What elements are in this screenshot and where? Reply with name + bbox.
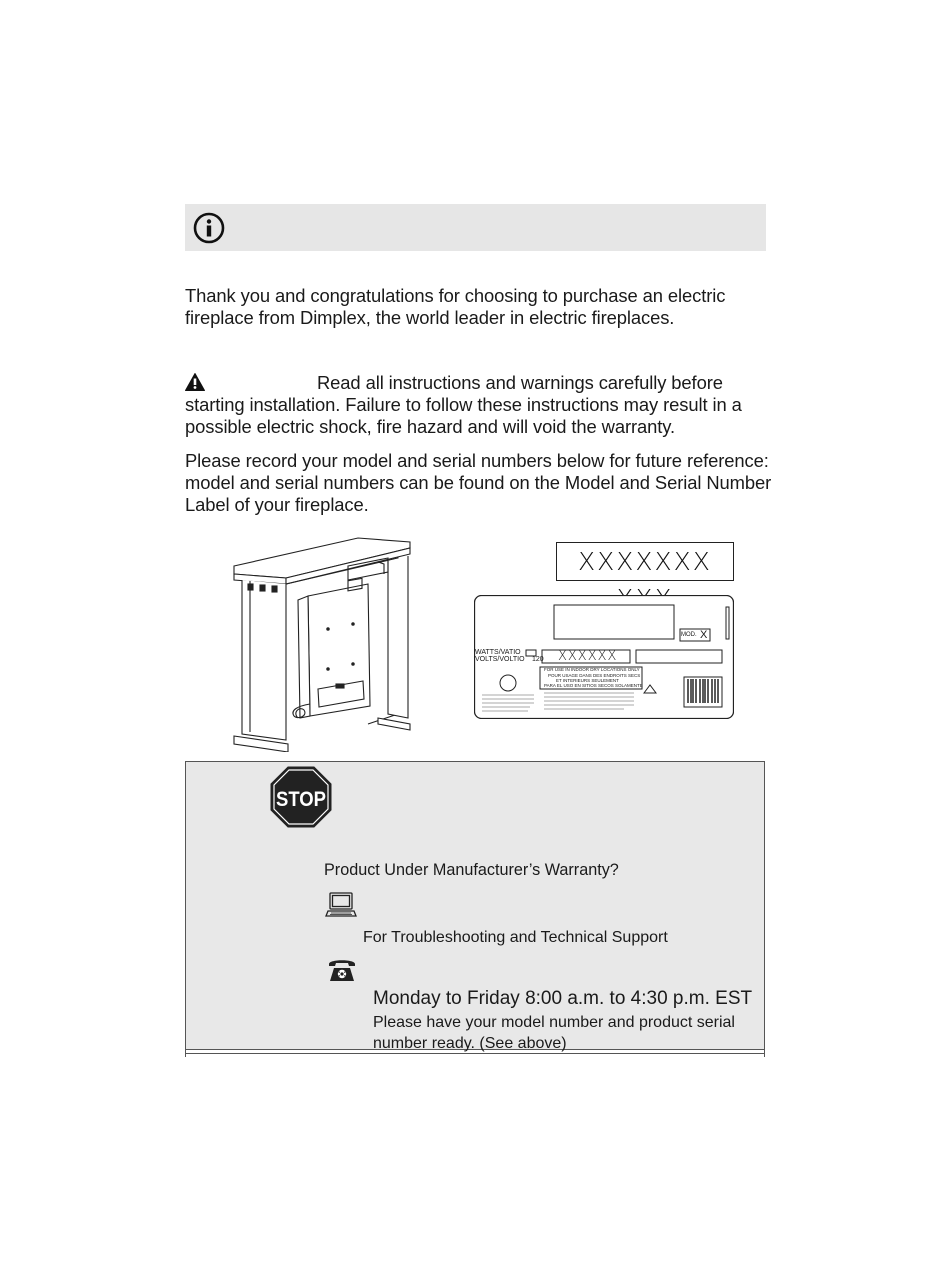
warranty-question: Product Under Manufacturer’s Warranty?	[324, 861, 619, 879]
volts-value: 120	[532, 656, 544, 663]
laptop-icon	[325, 891, 357, 919]
warning-text-line1: Read all instructions and warnings carefully before	[317, 372, 723, 393]
troubleshooting-text: For Troubleshooting and Technical Support	[363, 929, 668, 946]
support-hours: Monday to Friday 8:00 a.m. to 4:30 p.m. EST	[373, 988, 753, 1009]
info-icon	[193, 212, 225, 244]
serial-ready-note: Please have your model number and product serial number ready. (See above)	[373, 1014, 735, 1052]
rating-label-illustration	[474, 595, 734, 719]
indoor-line2: POUR USAGE DANS DES ENDROITS SECS	[548, 673, 641, 678]
intro-paragraph: Thank you and congratulations for choosing to purchase an electric fireplace from Dimplex, the world leader in electric fireplaces.	[185, 285, 726, 328]
model-value: X	[700, 629, 708, 641]
model-prefix: MOD.	[681, 632, 697, 638]
telephone-icon	[327, 957, 357, 983]
watts-label: WATTS/VATIO	[475, 649, 521, 656]
volts-label: VOLTS/VOLTIO	[475, 656, 525, 663]
indoor-line1: FOR USE IN INDOOR DRY LOCATIONS ONLY	[544, 667, 640, 672]
stop-sign-text: STOP	[276, 788, 326, 811]
record-paragraph: Please record your model and serial numbers below for future reference: model and serial numbers can be found on the Model and Serial Number Label of your fireplace.	[185, 450, 772, 515]
label-serial-value: XXXXXX	[558, 649, 618, 664]
warning-text-rest: starting installation. Failure to follow these instructions may result in a possible electric shock, fire hazard and will void the warranty.	[185, 394, 742, 437]
fireplace-illustration	[228, 534, 413, 752]
stop-panel-tick-right	[764, 1050, 765, 1057]
serial-number-box: XXXXXXX	[556, 542, 734, 581]
indoor-line3: ET INTERIEURS SEULEMENT	[556, 678, 619, 683]
warning-icon	[185, 373, 205, 391]
indoor-line4: PARA EL USO EN SITIOS SECOS SOLAMENTE	[544, 683, 643, 688]
stop-sign-icon	[270, 766, 332, 828]
info-header-bar	[185, 204, 766, 251]
stop-panel-tick-left	[185, 1050, 186, 1057]
